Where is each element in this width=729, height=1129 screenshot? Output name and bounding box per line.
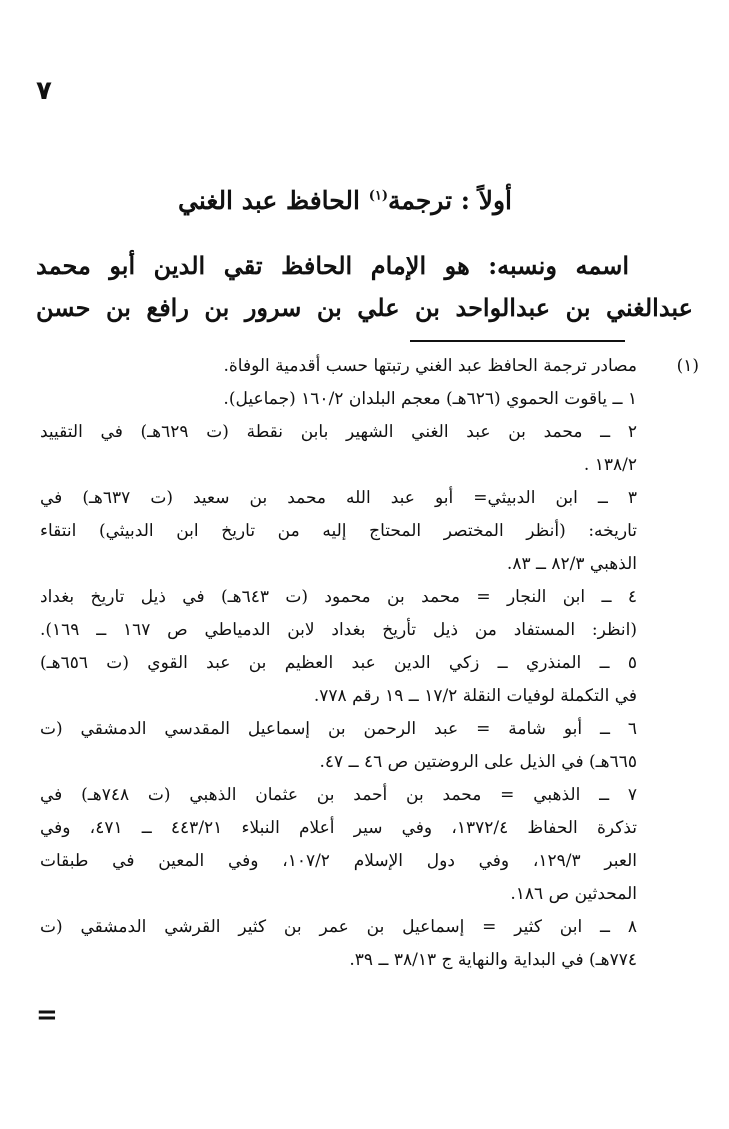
footnote-line: ٤ ــ ابن النجار = محمد بن محمود (ت ٦٤٣هـ) في ذيل تاريخ بغداد: [40, 587, 638, 607]
footnote-line: تذكرة الحفاظ ١٣٧٢/٤، وفي سير أعلام النبلاء ٤٤٣/٢١ ــ ٤٧١، وفي: [40, 818, 637, 838]
footnote-line: ٣ ــ ابن الدبيثي= أبو عبد الله محمد بن سعيد (ت ٦٣٧هـ) في: [40, 488, 638, 508]
footnote-line: ٦ ــ أبو شامة = عبد الرحمن بن إسماعيل المقدسي الدمشقي (ت: [40, 719, 637, 739]
footnote-line: ١ ــ ياقوت الحموي (٦٢٦هـ) معجم البلدان ١٦٠/٢ (جماعيل).: [223, 389, 637, 409]
footnote-line: المحدثين ص ١٨٦.: [510, 884, 637, 904]
heading-title: الحافظ عبد الغني: [178, 186, 369, 215]
footnote-line: ٦٦٥هـ) في الذيل على الروضتين ص ٤٦ ــ ٤٧.: [319, 752, 637, 772]
footnote-line: مصادر ترجمة الحافظ عبد الغني رتبتها حسب أقدمية الوفاة.: [223, 356, 637, 376]
body-paragraph: [36, 244, 629, 288]
paragraph-line: عبدالغني بن عبدالواحد بن علي بن سرور بن رافع بن حسن: [36, 293, 693, 322]
footnote-marker: (١): [676, 356, 699, 376]
footnote-line: ٧ ــ الذهبي = محمد بن أحمد بن عثمان الذهبي (ت ٧٤٨هـ) في: [40, 785, 638, 805]
footnote-line: ٢ ــ محمد بن عبد الغني الشهير بابن نقطة (ت ٦٢٩هـ) في التقييد: [40, 422, 637, 442]
paragraph-line: اسمه ونسبه: هو الإمام الحافظ تقي الدين أبو محمد: [36, 251, 629, 280]
body-paragraph-continued: [36, 286, 693, 330]
footnote-line: (انظر: المستفاد من ذيل تأريخ بغداد لابن الدمياطي ص ١٦٧ ــ ١٦٩).: [40, 620, 637, 640]
footnote-line: تاريخه: (أنظر المختصر المحتاج إليه من تاريخ ابن الدبيثي) انتقاء: [40, 521, 637, 541]
footnote-body: [40, 350, 637, 977]
continuation-mark: =: [36, 1000, 58, 1030]
footnote-line: الذهبي ٨٢/٣ ــ ٨٣.: [506, 554, 637, 574]
footnote-line: العبر ١٢٩/٣، وفي دول الإسلام ١٠٧/٢، وفي المعين في طبقات: [40, 851, 637, 871]
heading-footnote-ref: (١): [368, 188, 388, 204]
heading-text: أولاً : ترجمة: [388, 186, 512, 215]
footnote-line: في التكملة لوفيات النقلة ١٧/٢ ــ ١٩ رقم ٧٧٨.: [313, 686, 637, 706]
page-number: ٧: [36, 76, 52, 106]
footnote-line: ٧٧٤هـ) في البداية والنهاية ج ٣٨/١٣ ــ ٣٩.: [349, 950, 637, 970]
footnote-line: ١٣٨/٢ .: [583, 455, 637, 475]
section-heading: [0, 186, 690, 215]
footnote-line: ٥ ــ المنذري ــ زكي الدين عبد العظيم بن عبد القوي (ت ٦٥٦هـ): [40, 653, 637, 673]
footnote-separator: [410, 340, 625, 342]
footnote: [40, 350, 699, 977]
footnote-line: ٨ ــ ابن كثير = إسماعيل بن عمر بن كثير القرشي الدمشقي (ت: [40, 917, 637, 937]
